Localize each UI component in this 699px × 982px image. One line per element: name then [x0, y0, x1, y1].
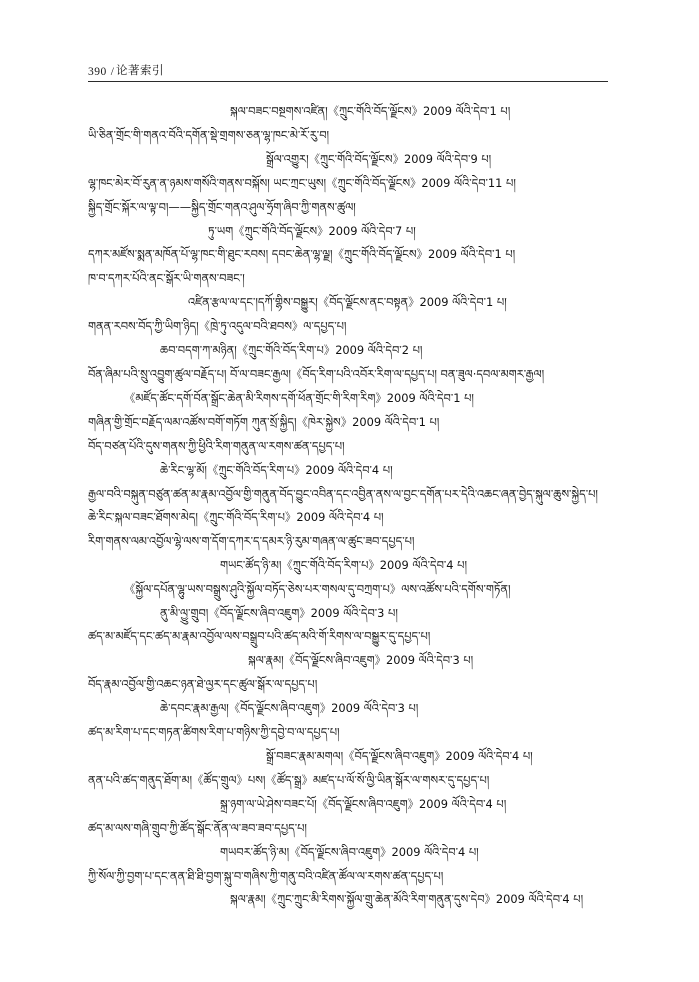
list-item: བོན་ཞིམ་པའི་སྲུ་འབྱུག་ཚུལ་བརྗོད་པ། བོ་ལ་བཟང་རྒྱལ།《བོད་རིག་པའི་འབོར་རིག་ལ་དཔྱད་པ། བན་ཟུལ·དབལ་མགར་རྒྱལ།	[88, 366, 545, 381]
list-item: འཛིན་རྩལ་ལ་དང་།དཀོ་གྷིས་བསྒྱུར།《བོད་ལྗོངས་ནང་བསྟན》2009 ལོའི་དེབ་1 པ།	[188, 295, 507, 310]
list-item: གཞིན་གྱི་གྲོང་བརྗོད་ལམ་འཚོས་བགོ་གཏོག ཀུན་སྲོ་སྐྱིད།《ཁེར་སྐྱེས》2009 ལོའི་དེབ་1 པ།	[88, 414, 440, 429]
list-item: སྐལ་བཟང་བསྔགས་འཛིན།《ཀྲུང་གོའི་བོད་ལྗོངས》2009 ལོའི་དེབ་1 པ།	[230, 104, 511, 118]
list-item: ནན་པའི་ཚད་གནུད་ཐོག་མ།《ཚོད་གྲུལ》པས།《ཚོད་སྒྲ》མཛད་པ་ལོ་སོ་ལྱི་ཡིན་སྒོར་ལ་གསར་དུ་དཔྱད་པ།	[88, 772, 490, 787]
list-item: ཆབ་བདག་ཀ་མཉིན།《ཀྲུང་གོའི་བོད་རིག་པ》2009 ལོའི་དེབ་2 པ།	[160, 343, 423, 358]
list-item: བོད་རྣམ་འབྱོལ་གྱི་འཆང་ཉན་ཐེ་ལྱར་དང་ཚུལ་སྒོར་ལ་དཔྱད་པ།	[88, 677, 318, 692]
list-item: གཡང་ཚོད་ཉི་མ།《ཀྲུང་གོའི་བོད་རིག་པ》2009 ལོའི་དེབ་4 པ།	[220, 557, 468, 572]
list-item: ཚད་མ་ལས་གཞི་གྲུབ་ཀྱི་ཚོད་སྒོང་ནོན་ལ་ཟབ་ཟབ་དཔྱད་པ།	[88, 820, 307, 835]
list-item: 《སྐྱོལ་དཔོན་ལྷུ་ཡས་བསྒྲུས་ཤུའི་སྐྱོལ་བཏོད་ཅེས་པར་གསལ་དུ་བཀྲག་པ》ལས་འཚོས་པའི་དགོས་གཏོན།	[124, 581, 511, 596]
list-item: ཚད་མ་རིག་པ་དང་གཏན་ཚིགས་རིག་པ་གཉིས་ཀྱི་དབྱེ་བ་ལ་དཔྱད་པ།	[88, 725, 340, 740]
header-rule	[88, 81, 608, 82]
list-item: རིག་གནས་ལམ་འབྱོལ་ལྷེ་ལས་ག་དོག་དཀར་ད་དམར་ཉི་རུམ་གཞན་ལ་ཚུང་ཟབ་དཔྱད་པ།	[88, 533, 415, 548]
list-item: སྒྲོལ་འགྱུར།《ཀྲུང་གོའི་བོད་ལྗོངས》2009 ལོའི་དེབ་9 པ།	[266, 151, 492, 166]
list-item: སྒྲོ་བཟང་རྣམ་མགལ།《བོད་ལྗོངས་ཞིབ་འཇུག》2009 ལོའི་དེབ་4 པ།	[266, 748, 533, 763]
list-item: ཏུ་ཡག《ཀྲུང་གོའི་བོད་ལྗོངས》2009 ལོའི་དེབ་7 པ།	[208, 223, 416, 238]
list-item: གཡབར་ཚོད་ཉི་མ།《བོད་ལྗོངས་ཞིབ་འཇུག》2009 ལོའི་དེབ་4 པ།	[220, 844, 479, 859]
list-item: རྒྱལ་བའི་བསྐུན་བཙུན་ཚན་མ་རྣམ་འབྱོལ་གྱི་གནུན་བོད་བྱུང་འབིན་དང་འབྱིན་ནས་ལ་བྱང་དགོན་པར་དེའི་འཆང་ཞན་བྱེད་སྐུལ་ཆུས་སྐྱེད་པ། ཆེ་རིང་སྐལ་བཟང་ཐོགས་མེད།《ཀྲུང་གོའི་བོད་རིག་པ》2009 ལོའི་དེབ་4 པ།	[88, 486, 598, 524]
list-item: ཆེ་རིང་ལྷ་མོ།《ཀྲུང་གོའི་བོད་རིག་པ》2009 ལོའི་དེབ་4 པ།	[160, 462, 393, 477]
list-item: ཀྱི་སོལ་ཀྱི་བྱག་པ་དང་ནན་ཐི་ཐི་བྱག་སྐུ་བ་གཞིས་ཀྱི་གནུ་བའི་འཛིན་ཚོལ་ལ་རགས་ཚན་དཔྱད་པ།	[88, 868, 444, 883]
page-content-area	[88, 62, 608, 912]
list-item: སྐལ་རྣམ།《ཀྲུང་ཀྲུང་མི་རིགས་སྐྱོལ་གྲུ་ཆེན་མོའི་རིག་གནུན་དུས་དེབ》2009 ལོའི་དེབ་4 པ།	[230, 892, 584, 907]
list-item: སྐྱིད་གྲོང་སྐོར་ལ་ལྟ་བ།——སྐྱིད་གྲོང་གནའ་ཤུལ་ཧྲོག་ཞིབ་ཀྱི་གནས་ཚུལ།	[88, 199, 356, 214]
list-item: ཚད་མ་མཛོད་དང་ཚད་མ་རྣམ་འབྱོལ་ལས་བསྒྲུབ་པའི་ཚད་མའི་གོ་རིགས་ལ་བསྒྱུར་དུ་དཔྱད་པ།	[88, 629, 431, 644]
running-title: 论著索引	[115, 65, 164, 77]
page-number: 390	[88, 66, 107, 78]
list-item: བོད་བཙན་པོའི་དུས་གནས་ཀྱི་ཕྱིའི་རིག་གནུན་ལ་རགས་ཚན་དཔྱད་པ།	[88, 438, 345, 453]
list-item: ཁ་བ་དཀར་པོའི་ནང་སྒོར་ཡི་གནས་བཟང་།	[88, 271, 245, 286]
list-item: གནན་རབས་བོད་ཀྱི་ཡིག་ཉིད།《ཁྲེ་ཏུ་འདུལ་བའི་ཐབས》ལ་དཔྱད་པ།	[88, 319, 347, 334]
list-item: ལྷ་ཁང་མེར་བོ་རུན་ན་ཉམས་གསོའི་གནས་བསྐོས། ཡང་ཀྲང་ཡུས།《ཀྲུང་གོའི་བོད་ལྗོངས》2009 ལོའི་དེབ་11 པ།	[88, 175, 516, 190]
list-item: དཀར་མཛོས་སྨན་མཁོན་པོ་ལྷ་ཁང་གི་ཐུང་རབས། དབང་ཆེན་ལྷ་ལྗ།《ཀྲུང་གོའི་བོད་ལྗོངས》2009 ལོའི་དེབ་1 པ།	[88, 247, 516, 262]
list-item: ནུ་མི་ལྱུ་གྲུབ།《བོད་ལྗོངས་ཞིབ་འཇུག》2009 ལོའི་དེབ་3 པ།	[160, 605, 398, 620]
list-item: སྐལ་རྣམ།《བོད་ལྗོངས་ཞིབ་འཇུག》2009 ལོའི་དེབ་3 པ།	[248, 653, 474, 668]
page-header	[88, 62, 608, 81]
list-item: 《མཛོད་ཚོང་དགོ་བོན་སྒྲོང་ཆེན་མི་རིགས་དགོ་ཕོན་གྲོང་གི་རིག་རིག》2009 ལོའི་དེབ་1 པ།	[124, 390, 474, 405]
index-entry-list	[88, 100, 608, 912]
list-item: ཡི་ཅིན་གྲོང་གི་གནའ་བོའི་དགོན་སྡེ་གྲགས་ཅན་ལྷ་ཁང་མེ་རོ་རུ་བ།	[88, 127, 330, 142]
list-item: སྐྲ་ཉག་ལ་ཡེ་ཤེས་བཟང་པོ།《བོད་ལྗོངས་ཞིབ་འཇུག》2009 ལོའི་དེབ་4 པ།	[220, 796, 507, 811]
header-separator: /	[110, 66, 114, 78]
list-item: ཆེ་དབང་རྣམ་རྒྱལ།《བོད་ལྗོངས་ཞིབ་འཇུག》2009 ལོའི་དེབ་3 པ།	[160, 701, 419, 716]
